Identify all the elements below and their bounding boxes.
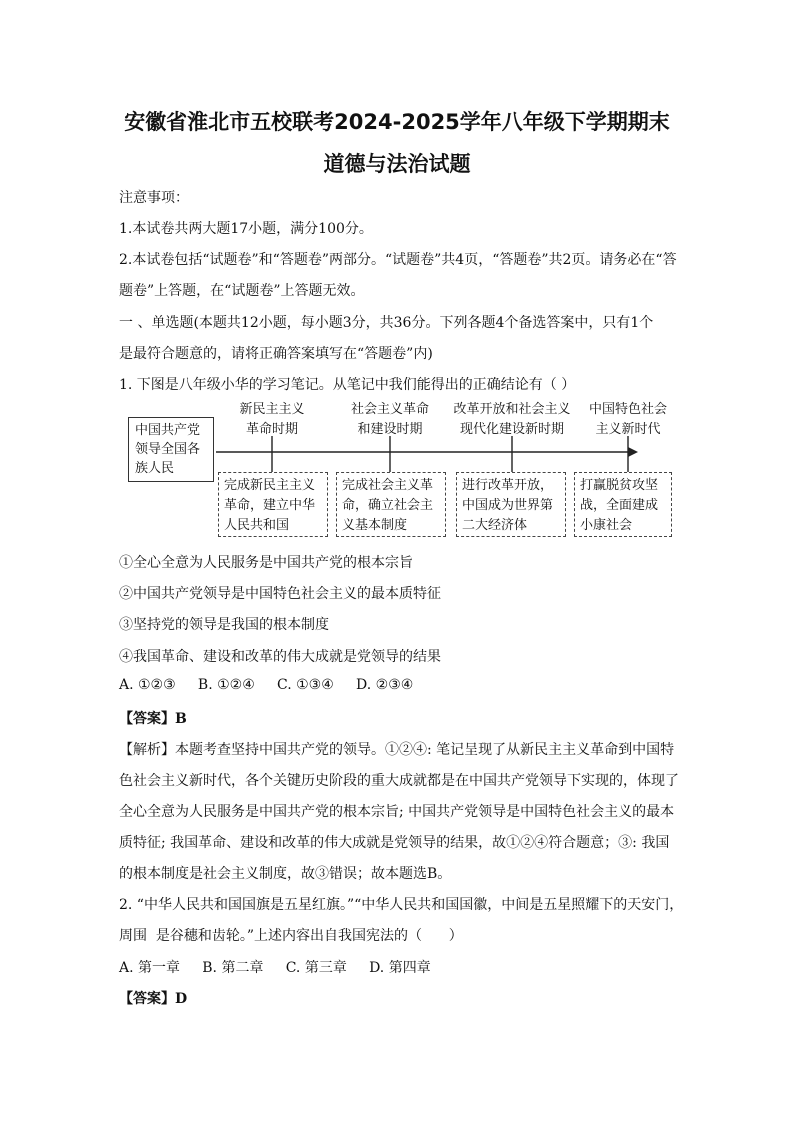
period-label-4 (570, 400, 686, 440)
timeline-origin-box (128, 417, 214, 482)
period-3-line1: 改革开放和社会主义 (453, 402, 571, 417)
notice-heading: 注意事项： (119, 190, 189, 206)
achievement-1-line1: 完成新民主主义 (224, 478, 316, 493)
exam-title-line1: 安徽省淮北市五校联考2024-2025学年八年级下学期期末 (124, 110, 670, 134)
achievement-1-line3: 人民共和国 (224, 518, 290, 533)
timeline-arrow-icon (628, 447, 638, 457)
q1-analysis-line5: 的根本制度是社会主义制度，故③错误；故本题选B。 (119, 866, 452, 882)
notice-item-2-line2: 题卷”上答题，在“试题卷”上答题无效。 (119, 283, 365, 299)
q1-timeline-diagram (120, 400, 680, 545)
achievement-box-2 (336, 472, 446, 537)
q1-option-2: ②中国共产党领导是中国特色社会主义的最本质特征 (119, 586, 441, 602)
exam-title-line2: 道德与法治试题 (323, 152, 471, 176)
achievement-box-4 (574, 472, 672, 537)
achievement-2-line1: 完成社会主义革 (342, 478, 434, 493)
q2-choices: A. 第一章 B. 第二章 C. 第三章 D. 第四章 (119, 960, 431, 976)
origin-line-1: 中国共产党 (135, 423, 201, 438)
achievement-box-3 (456, 472, 566, 537)
achievement-2-line2: 命，确立社会主 (342, 498, 434, 513)
achievement-4-line3: 小康社会 (580, 518, 633, 533)
achievement-box-1 (218, 472, 328, 537)
achievement-4-line2: 战，全面建成 (580, 498, 659, 513)
q2-answer: 【答案】D (119, 991, 188, 1007)
period-3-line2: 现代化建设新时期 (459, 422, 564, 437)
q1-option-4: ④我国革命、建设和改革的伟大成就是党领导的结果 (119, 649, 441, 665)
notice-item-2-line1: 2.本试卷包括“试题卷”和“答题卷”两部分。“试题卷”共4页，“答题卷”共2页。请务必在“答 (119, 252, 677, 268)
q1-analysis-line3: 全心全意为人民服务是中国共产党的根本宗旨; 中国共产党领导是中国特色社会主义的最本 (119, 804, 675, 820)
q1-option-3: ③坚持党的领导是我国的根本制度 (119, 617, 329, 633)
q1-analysis-line2: 色社会主义新时代，各个关键历史阶段的重大成就都是在中国共产党领导下实现的，体现了 (119, 773, 679, 789)
period-1-line2: 革命时期 (245, 422, 298, 437)
q1-answer: 【答案】B (119, 711, 187, 727)
achievement-3-line3: 二大经济体 (462, 518, 528, 533)
period-label-1 (222, 400, 322, 440)
period-2-line1: 社会主义革命 (350, 402, 429, 417)
section1-heading-line2: 是最符合题意的，请将正确答案填写在“答题卷”内) (119, 346, 433, 362)
achievement-3-line2: 中国成为世界第 (462, 498, 554, 513)
achievement-4-line1: 打赢脱贫攻坚 (580, 478, 659, 493)
period-2-line2: 和建设时期 (357, 422, 423, 437)
q2-stem-line1: 2. “中华人民共和国国旗是五星红旗。”“中华人民共和国国徽，中间是五星照耀下的天安门， (119, 897, 684, 913)
section1-heading-line1: 一 、单选题(本题共12小题，每小题3分，共36分。下列各题4个备选答案中，只有1个 (119, 315, 654, 331)
notice-item-1: 1.本试卷共两大题17小题，满分100分。 (119, 221, 373, 237)
period-4-line2: 主义新时代 (595, 422, 661, 437)
q1-choices: A. ①②③ B. ①②④ C. ①③④ D. ②③④ (119, 677, 414, 693)
origin-line-2: 领导全国各 (135, 442, 201, 457)
origin-line-3: 族人民 (135, 461, 175, 476)
achievement-2-line3: 义基本制度 (342, 518, 408, 533)
achievement-3-line1: 进行改革开放， (462, 478, 554, 493)
q1-analysis-line1: 【解析】本题考查坚持中国共产党的领导。①②④: 笔记呈现了从新民主主义革命到中国特 (119, 742, 675, 758)
achievement-1-line2: 革命，建立中华 (224, 498, 316, 513)
period-4-line1: 中国特色社会 (588, 402, 667, 417)
period-1-line1: 新民主主义 (239, 402, 305, 417)
q1-option-1: ①全心全意为人民服务是中国共产党的根本宗旨 (119, 555, 413, 571)
q1-analysis-line4: 质特征; 我国革命、建设和改革的伟大成就是党领导的结果，故①②④符合题意；③: 我国 (119, 835, 670, 851)
q1-stem: 1. 下图是八年级小华的学习笔记。从笔记中我们能得出的正确结论有（ ） (119, 377, 576, 393)
q2-stem-line2: 周围 是谷穗和齿轮。”上述内容出自我国宪法的（ ） (119, 928, 463, 944)
